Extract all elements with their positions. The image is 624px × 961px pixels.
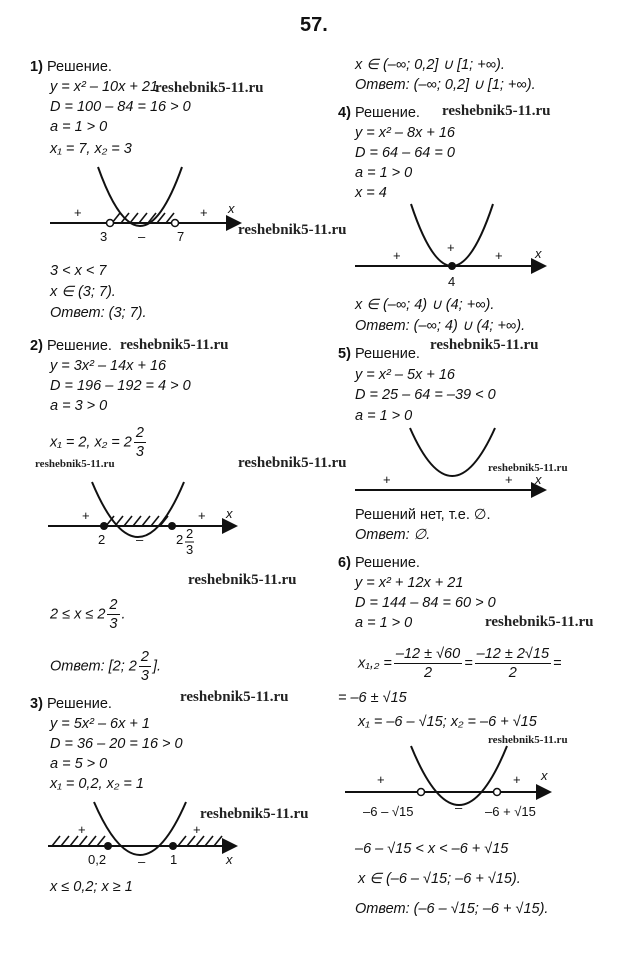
- p2-answer-frac-num: 2: [140, 649, 149, 665]
- watermark: reshebnik5-11.ru: [238, 222, 347, 238]
- p5-leading-coef: a = 1 > 0: [355, 408, 413, 424]
- p2-roots-text: x₁ = 2, x₂ = 2: [50, 434, 132, 451]
- p2-root-label-2: 2: [176, 532, 184, 547]
- p6-equals-1: =: [464, 655, 473, 672]
- p2-ineq-frac-den: 3: [109, 616, 118, 632]
- p1-root-label-1: 3: [100, 229, 108, 244]
- p2-answer-frac-den: 3: [140, 668, 149, 684]
- problem-2-title: Решение.: [46, 338, 112, 354]
- p2-root-label-2-frac-den: 3: [186, 542, 194, 557]
- problem-6-number: 6): [338, 555, 351, 571]
- p3-roots: x₁ = 0,2, x₂ = 1: [50, 776, 144, 792]
- p1-inequality: 3 < x < 7: [50, 263, 107, 279]
- p1-roots: x₁ = 7, x₂ = 3: [50, 141, 132, 157]
- p1-interval: x ∈ (3; 7).: [50, 284, 116, 300]
- p5-sign-left: +: [383, 472, 391, 487]
- watermark: reshebnik5-11.ru: [430, 337, 539, 353]
- p5-axis-label: x: [535, 472, 542, 487]
- p2-root-label-2-frac-num: 2: [186, 526, 194, 541]
- p4-discriminant: D = 64 – 64 = 0: [355, 145, 455, 161]
- p2-inequality: [50, 596, 126, 633]
- p2-roots-fraction: [134, 424, 146, 461]
- page-number: 57.: [300, 14, 328, 36]
- problem-5-title: Решение.: [354, 346, 420, 362]
- p2-ineq-frac-num: 2: [109, 597, 118, 613]
- p1-answer: Ответ: (3; 7).: [50, 305, 147, 321]
- problem-4-heading: [338, 104, 420, 122]
- p3-leading-coef: a = 5 > 0: [50, 756, 108, 772]
- p1-equation: y = x² – 10x + 21: [50, 79, 159, 95]
- p5-parabola: [410, 428, 495, 476]
- p6-answer: Ответ: (–6 – √15; –6 + √15).: [355, 901, 549, 917]
- p1-root-label-2: 7: [177, 229, 185, 244]
- p4-interval: x ∈ (–∞; 4) ∪ (4; +∞).: [355, 297, 495, 313]
- p2-answer: [50, 648, 161, 685]
- p3-sign-right: +: [193, 822, 201, 837]
- p3-answer: Ответ: (–∞; 0,2] ∪ [1; +∞).: [355, 77, 536, 93]
- p3-solution: x ≤ 0,2; x ≥ 1: [50, 879, 133, 895]
- p4-root: x = 4: [355, 185, 387, 201]
- p6-roots: x₁ = –6 – √15; x₂ = –6 + √15: [358, 714, 537, 730]
- p6-root-label-2: –6 + √15: [485, 804, 536, 819]
- problem-3-title: Решение.: [46, 696, 112, 712]
- p6-fraction-2: [475, 645, 551, 682]
- p2-leading-coef: a = 3 > 0: [50, 398, 108, 414]
- watermark: reshebnik5-11.ru: [188, 572, 297, 588]
- p2-sign-middle: –: [136, 532, 144, 547]
- p2-answer-fraction: [139, 648, 151, 685]
- watermark: reshebnik5-11.ru: [35, 458, 115, 470]
- problem-1-title: Решение.: [46, 59, 112, 75]
- p4-equation: y = x² – 8x + 16: [355, 125, 455, 141]
- p1-axis-label: x: [228, 201, 235, 216]
- p2-answer-end: ].: [152, 658, 162, 675]
- p6-leading-coef: a = 1 > 0: [355, 615, 413, 631]
- problem-5-number: 5): [338, 346, 351, 362]
- problem-1-number: 1): [30, 59, 43, 75]
- p3-discriminant: D = 36 – 20 = 16 > 0: [50, 736, 183, 752]
- p1-sign-middle: –: [138, 229, 146, 244]
- p6-sign-left: +: [377, 772, 385, 787]
- p2-inequality-fraction: [107, 596, 119, 633]
- p5-discriminant: D = 25 – 64 = –39 < 0: [355, 387, 496, 403]
- p3-equation: y = 5x² – 6x + 1: [50, 716, 150, 732]
- p6-axis-label: x: [541, 768, 548, 783]
- p6-root-point-1: [418, 789, 425, 796]
- p2-root-label-1: 2: [98, 532, 106, 547]
- p3-sign-middle: –: [138, 854, 146, 869]
- p2-equation: y = 3x² – 14x + 16: [50, 358, 167, 374]
- p3-root-label-1: 0,2: [88, 852, 107, 867]
- problem-4-number: 4): [338, 105, 351, 121]
- p4-sign-left: +: [393, 248, 401, 263]
- problem-5-heading: [338, 345, 420, 363]
- watermark: reshebnik5-11.ru: [155, 80, 264, 96]
- p4-sign-middle: +: [447, 240, 455, 255]
- p3-hatching-right: [178, 836, 222, 846]
- watermark: reshebnik5-11.ru: [180, 689, 289, 705]
- p1-leading-coef: a = 1 > 0: [50, 119, 108, 135]
- watermark: reshebnik5-11.ru: [488, 734, 568, 746]
- p2-roots: [50, 424, 148, 461]
- problem-1-heading: [30, 58, 112, 76]
- p6-inequality: –6 – √15 < x < –6 + √15: [355, 841, 509, 857]
- p2-roots-frac-den: 3: [135, 444, 144, 460]
- p6-roots-formula: [358, 645, 561, 682]
- p2-graph: [48, 482, 248, 577]
- p3-root-point-2: [169, 842, 177, 850]
- p4-sign-right: +: [495, 248, 503, 263]
- p6-sign-middle: –: [455, 800, 463, 815]
- p2-discriminant: D = 196 – 192 = 4 > 0: [50, 378, 191, 394]
- watermark: reshebnik5-11.ru: [485, 614, 594, 630]
- p1-discriminant: D = 100 – 84 = 16 > 0: [50, 99, 191, 115]
- p2-inequality-text: 2 ≤ x ≤ 2: [50, 606, 106, 623]
- problem-6-heading: [338, 554, 420, 572]
- watermark: reshebnik5-11.ru: [238, 455, 347, 471]
- p6-frac2-num: –12 ± 2√15: [476, 646, 550, 662]
- problem-2-heading: [30, 337, 112, 355]
- p6-frac1-den: 2: [424, 665, 433, 681]
- p4-root-label: 4: [448, 274, 456, 289]
- p6-root-label-1: –6 – √15: [363, 804, 414, 819]
- p6-frac1-num: –12 ± √60: [395, 646, 461, 662]
- watermark: reshebnik5-11.ru: [200, 806, 309, 822]
- p5-no-solutions: Решений нет, т.е. ∅.: [355, 507, 491, 523]
- p5-answer: Ответ: ∅.: [355, 527, 431, 543]
- p4-parabola: [411, 204, 493, 266]
- problem-6-title: Решение.: [354, 555, 420, 571]
- p5-equation: y = x² – 5x + 16: [355, 367, 455, 383]
- p2-axis-label: x: [226, 506, 233, 521]
- p6-fraction-1: [394, 645, 462, 682]
- p6-frac2-den: 2: [508, 665, 517, 681]
- p2-sign-right: +: [198, 508, 206, 523]
- p6-sign-right: +: [513, 772, 521, 787]
- problem-3-heading: [30, 695, 112, 713]
- p6-discriminant: D = 144 – 84 = 60 > 0: [355, 595, 496, 611]
- p6-root-point-2: [494, 789, 501, 796]
- p6-parabola: [411, 746, 507, 805]
- p1-graph: [50, 165, 250, 245]
- p6-x12-label: x₁,₂ =: [358, 655, 392, 672]
- p3-root-point-1: [104, 842, 112, 850]
- p1-root-point-1: [107, 220, 114, 227]
- p3-axis-label: x: [226, 852, 233, 867]
- p6-graph: [345, 742, 555, 832]
- p4-answer: Ответ: (–∞; 4) ∪ (4; +∞).: [355, 318, 526, 334]
- p1-sign-right: +: [200, 205, 208, 220]
- p4-root-point: [448, 262, 456, 270]
- p6-equals-2: =: [553, 655, 562, 672]
- p4-graph: [355, 200, 555, 295]
- p6-equation: y = x² + 12x + 21: [355, 575, 464, 591]
- p2-root-point-1: [100, 522, 108, 530]
- p6-roots-simplified: = –6 ± √15: [338, 690, 407, 706]
- watermark: reshebnik5-11.ru: [442, 103, 551, 119]
- p5-sign-right: +: [505, 472, 513, 487]
- p3-interval: x ∈ (–∞; 0,2] ∪ [1; +∞).: [355, 57, 505, 73]
- p1-parabola: [98, 167, 182, 226]
- p2-inequality-end: .: [121, 606, 126, 623]
- p3-hatching-left: [52, 836, 105, 846]
- problem-4-title: Решение.: [354, 105, 420, 121]
- p1-root-point-2: [172, 220, 179, 227]
- p2-sign-left: +: [82, 508, 90, 523]
- p2-answer-label: Ответ:: [50, 658, 105, 675]
- watermark: reshebnik5-11.ru: [488, 462, 568, 474]
- p6-interval: x ∈ (–6 – √15; –6 + √15).: [358, 871, 521, 887]
- problem-3-number: 3): [30, 696, 43, 712]
- p3-sign-left: +: [78, 822, 86, 837]
- problem-2-number: 2): [30, 338, 43, 354]
- p2-root-point-2: [168, 522, 176, 530]
- p4-axis-label: x: [535, 246, 542, 261]
- watermark: reshebnik5-11.ru: [120, 337, 229, 353]
- p1-sign-left: +: [74, 205, 82, 220]
- p3-root-label-2: 1: [170, 852, 178, 867]
- p2-roots-frac-num: 2: [135, 425, 144, 441]
- p4-leading-coef: a = 1 > 0: [355, 165, 413, 181]
- p2-answer-start: [2; 2: [108, 658, 137, 675]
